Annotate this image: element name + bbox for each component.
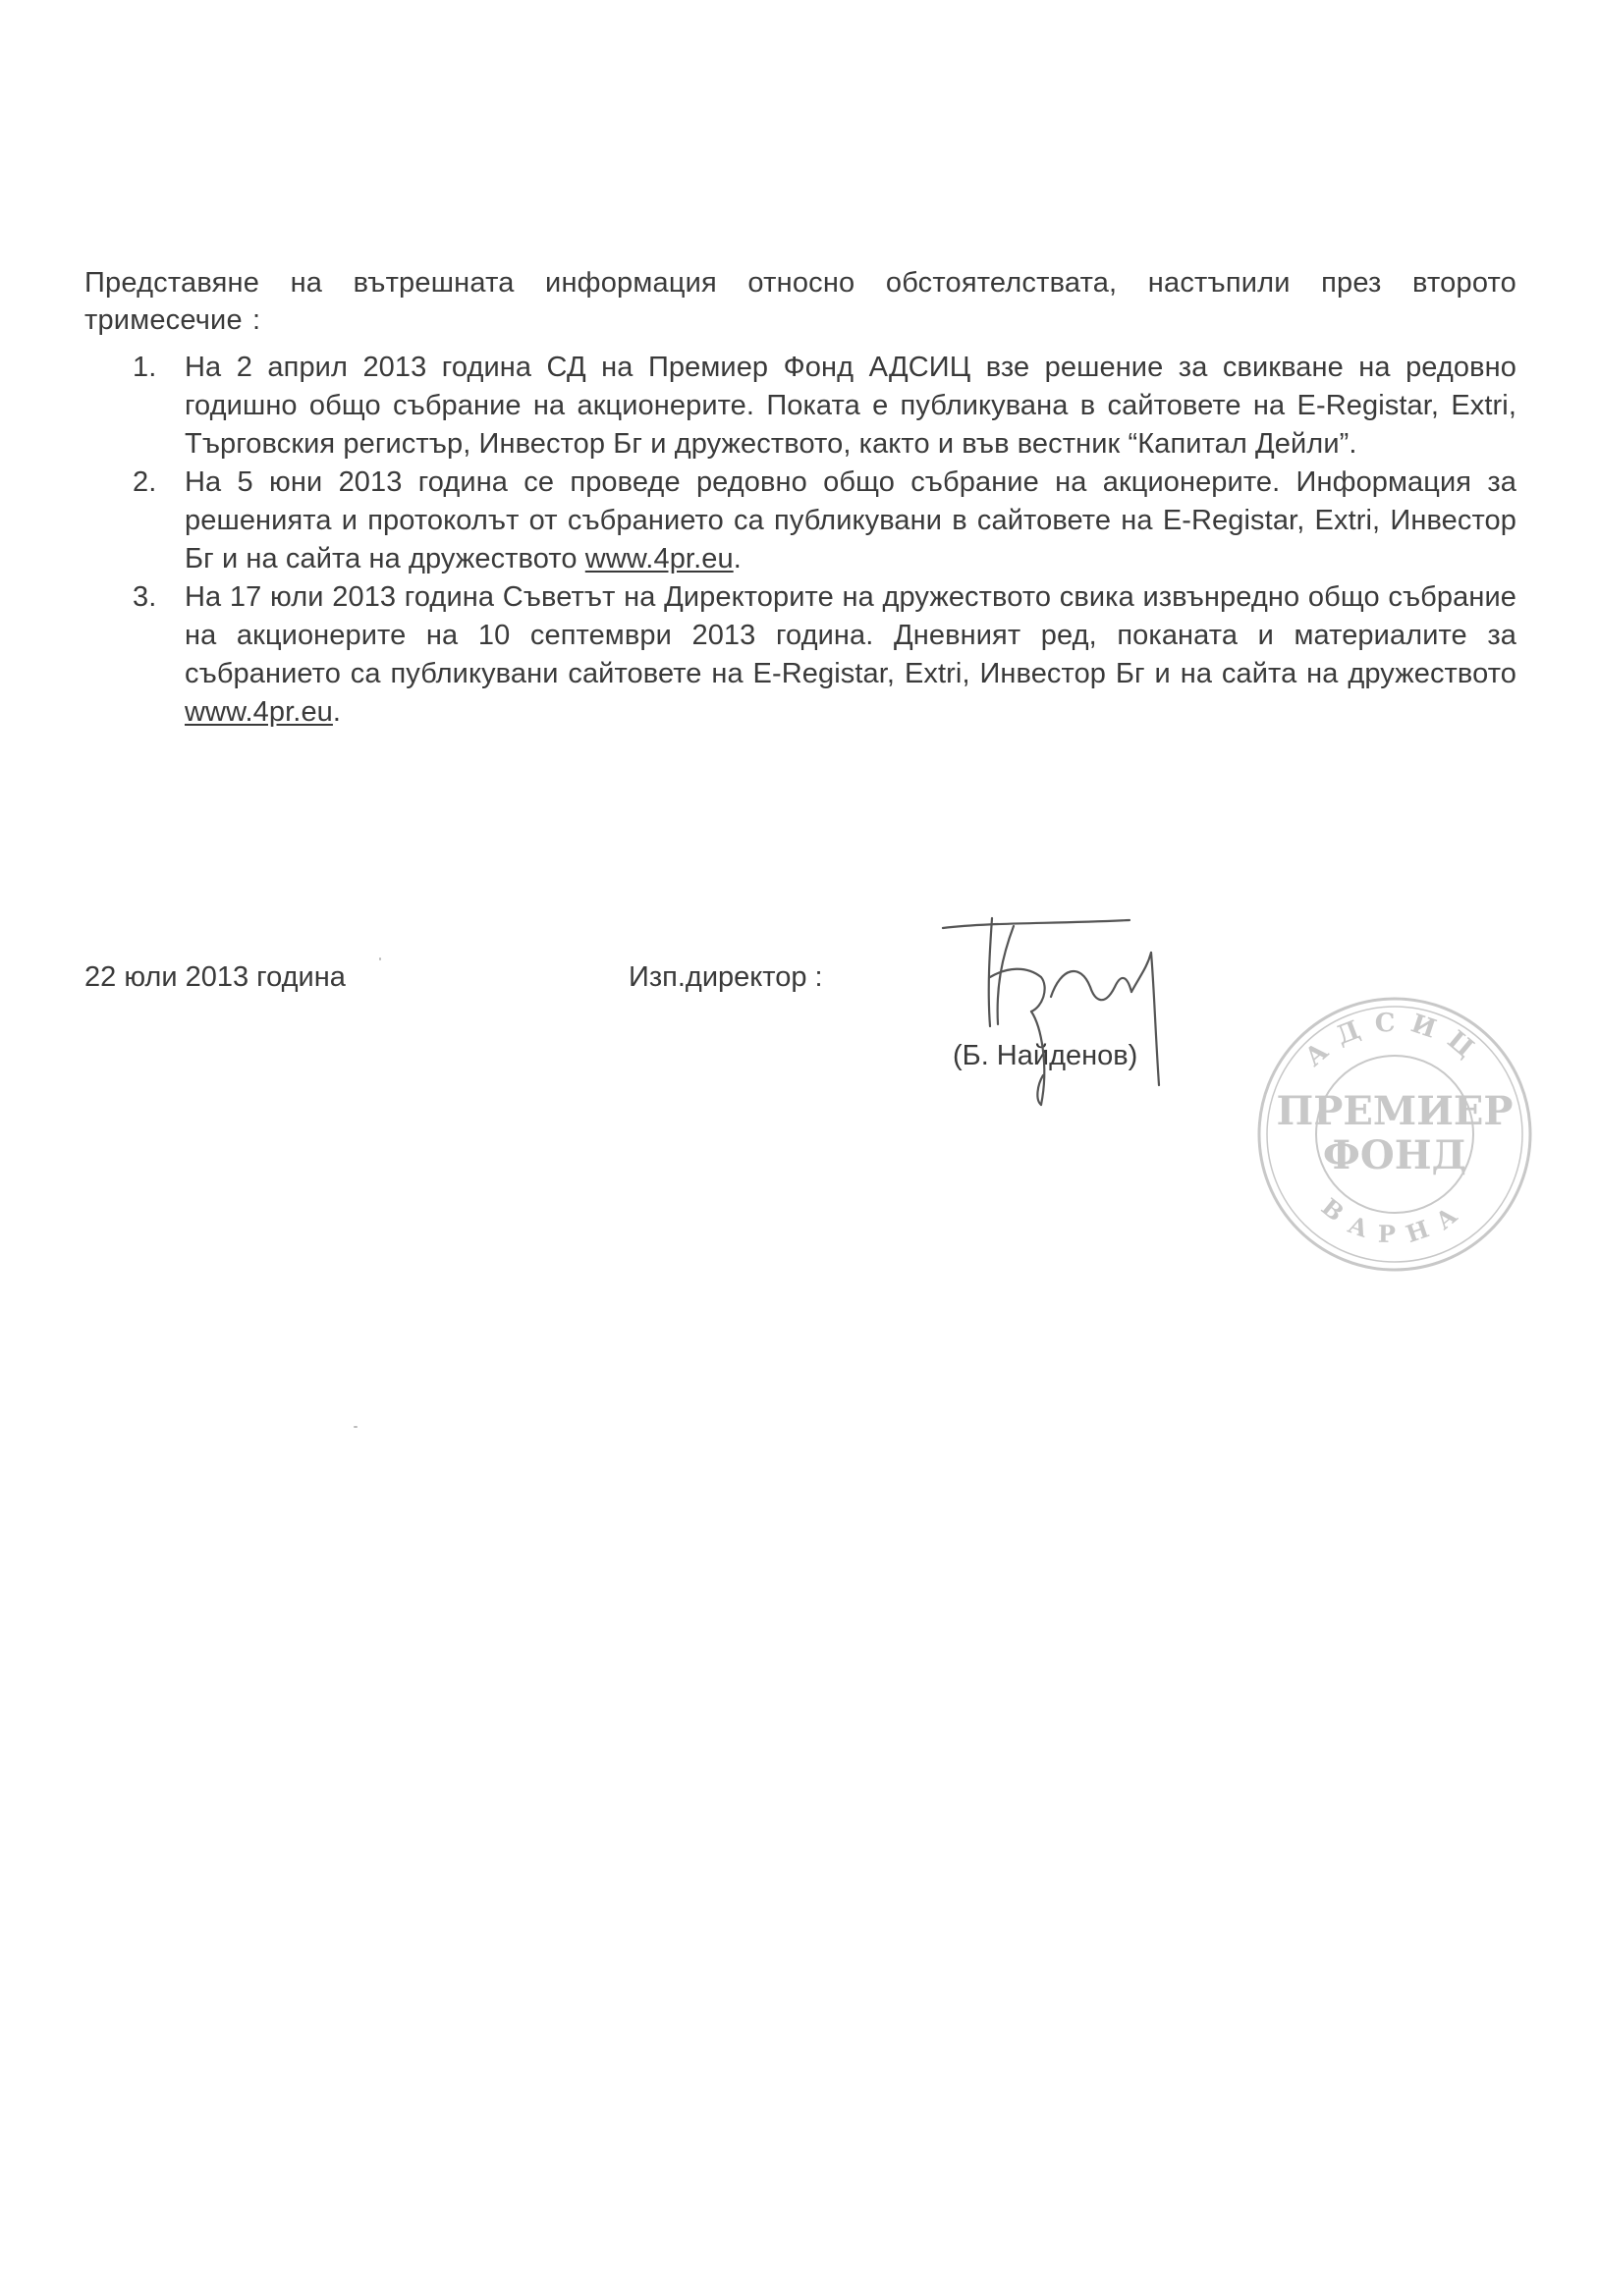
list-item-trailing: . xyxy=(733,543,742,574)
list-item-text: На 17 юли 2013 година Съветът на Директорите на дружеството свика извънредно общо събрание на акционерите на 10 септември 2013 година. Дневният ред, поканата и материалите за събранието са публикувани сайтовете на E-Registar, Extri, Инвестор Бг и на сайта на дружеството xyxy=(185,581,1516,689)
company-stamp-icon xyxy=(1247,987,1542,1282)
events-list xyxy=(84,349,1516,732)
list-item xyxy=(84,349,1516,464)
document-date: 22 юли 2013 година xyxy=(84,961,346,993)
svg-text:ВАРНА xyxy=(1316,1192,1473,1248)
list-item-text: На 2 април 2013 година СД на Премиер Фонд АДСИЦ взе решение за свикване на редовно годишно общо събрание на акционерите. Поката е публикувана в сайтовете на E-Registar, Extri, Търговския регистър, Инвестор Бг и дружеството, както и във вестник “Капитал Дейли”. xyxy=(185,352,1516,460)
company-website-link[interactable]: www.4pr.eu xyxy=(185,696,333,728)
stamp-line-2: ФОНД xyxy=(1322,1132,1467,1178)
intro-paragraph: Представяне на вътрешната информация относно обстоятелствата, настъпили през второто тримесечие : xyxy=(84,267,1516,336)
scan-speck xyxy=(354,1426,358,1428)
signatory-name: (Б. Найденов) xyxy=(953,1040,1138,1071)
scan-speck xyxy=(379,957,381,960)
list-item-text: На 5 юни 2013 година се проведе редовно общо събрание на акционерите. Информация за решенията и протоколът от събранието са публикувани в сайтовете на E-Registar, Extri, Инвестор Бг и на сайта на дружеството xyxy=(185,466,1516,574)
stamp-line-1: ПРЕМИЕР xyxy=(1276,1088,1514,1134)
list-item-trailing: . xyxy=(332,696,342,728)
signatory-role: Изп.директор : xyxy=(629,961,823,993)
stamp-bottom-text: ВАРНА xyxy=(1316,1192,1473,1249)
signature-icon xyxy=(933,908,1228,1115)
list-item-number: 3. xyxy=(133,581,157,613)
stamp-top-text: АДСИЦ xyxy=(1299,1008,1490,1073)
list-item xyxy=(84,578,1516,732)
company-website-link[interactable]: www.4pr.eu xyxy=(584,543,734,574)
list-item-number: 1. xyxy=(133,352,157,383)
list-item xyxy=(84,464,1516,578)
list-item-number: 2. xyxy=(133,466,157,498)
